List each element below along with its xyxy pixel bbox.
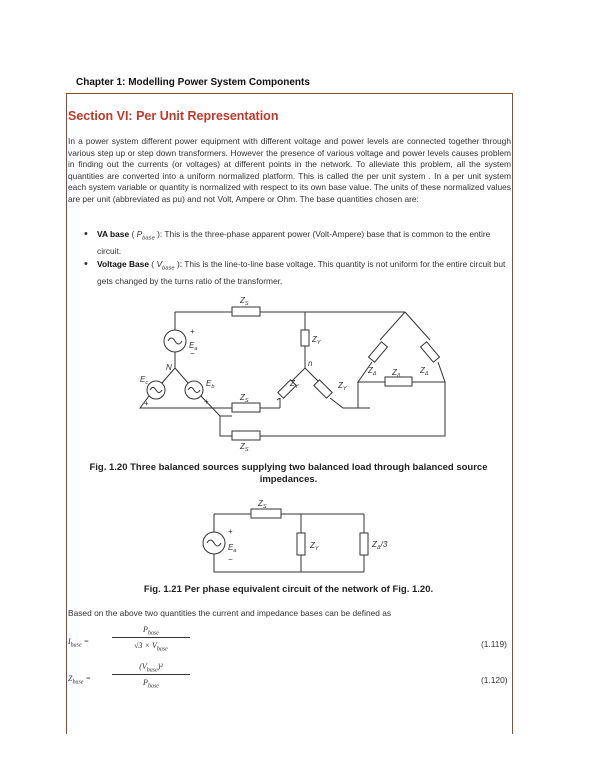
fig21-zd3: $Z_\Delta/3$ <box>372 540 388 551</box>
fig20-ec: $E_c$ <box>140 375 149 386</box>
fig20-n-cap: N <box>166 363 172 372</box>
bullet-symbol: $V_{base}$ <box>156 259 175 272</box>
intro-paragraph: In a power system different power equipment with different voltage and power levels are connected together through various step up or step down transformers. However the presence of various voltage and power levels causes problem in finding out the currents (or voltages) at different points in the network. To alleviate this problem, all the system quantities are converted into a uniform normalized platform. This is called the per unit system . In a per unit system each system variable or quantity is normalized with respect to its own base value. The units of these normalized values are per unit (abbreviated as pu) and not Volt, Ampere or Ohm. The base quantities chosen are: <box>68 136 511 204</box>
fig20-zs-top: $Z_S$ <box>240 296 249 307</box>
bullet-text: ): This is the line-to-line base voltage. This quantity is not uniform for the entire circuit but gets changed by the turns ratio of the transformer. <box>97 259 506 287</box>
fig20-zd-left: $Z_\Delta$ <box>368 366 377 377</box>
fig21-zs: $Z_S$ <box>258 499 267 510</box>
bullet-symbol: $P_{base}$ <box>136 229 155 242</box>
fig20-ea: $E_a$ <box>189 341 198 352</box>
bullet-text: ): This is the three-phase apparent power (Volt-Ampere) base that is common to the entire circuit. <box>97 229 491 256</box>
bullet-term: VA base <box>97 229 130 239</box>
fig20-zy-vert: $Z_Y$ <box>312 335 321 346</box>
fig20-zs-mid: $Z_S$ <box>240 393 249 404</box>
fig20-plus-b: + <box>204 397 209 406</box>
list-item: • VA base ( $P_{base}$ ): This is the three-phase apparent power (Volt-Ampere) base that is common to the entire circuit. <box>84 228 511 257</box>
fig20-zd-bot: $Z_\Delta$ <box>392 368 401 379</box>
equation-number: (1.120) <box>481 675 508 685</box>
fig21-minus: − <box>228 555 233 564</box>
fig-1-21-diagram <box>196 500 386 580</box>
fig-1-21-caption: Fig. 1.21 Per phase equivalent circuit of the network of Fig. 1.20. <box>143 584 434 595</box>
fig-1-20-diagram <box>140 290 445 455</box>
fig20-n-small: n <box>308 359 313 368</box>
fig20-plus-c: + <box>144 399 149 408</box>
fig20-eb: $E_b$ <box>206 379 215 390</box>
base-quantities-list <box>84 228 511 289</box>
fig20-zy-right: $Z_Y$ <box>338 381 347 392</box>
fig20-zd-right: $Z_\Delta$ <box>420 366 429 377</box>
chapter-header: Chapter 1: Modelling Power System Components <box>76 77 310 88</box>
base-definition-text: Based on the above two quantities the current and impedance bases can be defined as <box>68 608 392 618</box>
fig20-minus-a: − <box>190 349 195 358</box>
fig20-zs-bot: $Z_S$ <box>240 442 249 453</box>
fig21-zy: $Z_Y$ <box>310 541 319 552</box>
bullet-term: Voltage Base <box>97 259 149 270</box>
fig20-zy-left: $Z_Y$ <box>290 379 299 390</box>
section-title: Section VI: Per Unit Representation <box>68 109 279 123</box>
equation-number: (1.119) <box>481 639 507 649</box>
fig20-plus-a: + <box>190 327 195 336</box>
fig-1-20-caption: Fig. 1.20 Three balanced sources supplying two balanced load through balanced source impedances. <box>89 462 488 485</box>
fig21-plus: + <box>228 527 233 536</box>
fig21-ea: $E_a$ <box>228 543 237 554</box>
list-item: • Voltage Base ( $V_{base}$ ): This is the line-to-line base voltage. This quantity is not uniform for the entire circuit but gets changed by the turns ratio of the transformer. <box>84 258 511 287</box>
